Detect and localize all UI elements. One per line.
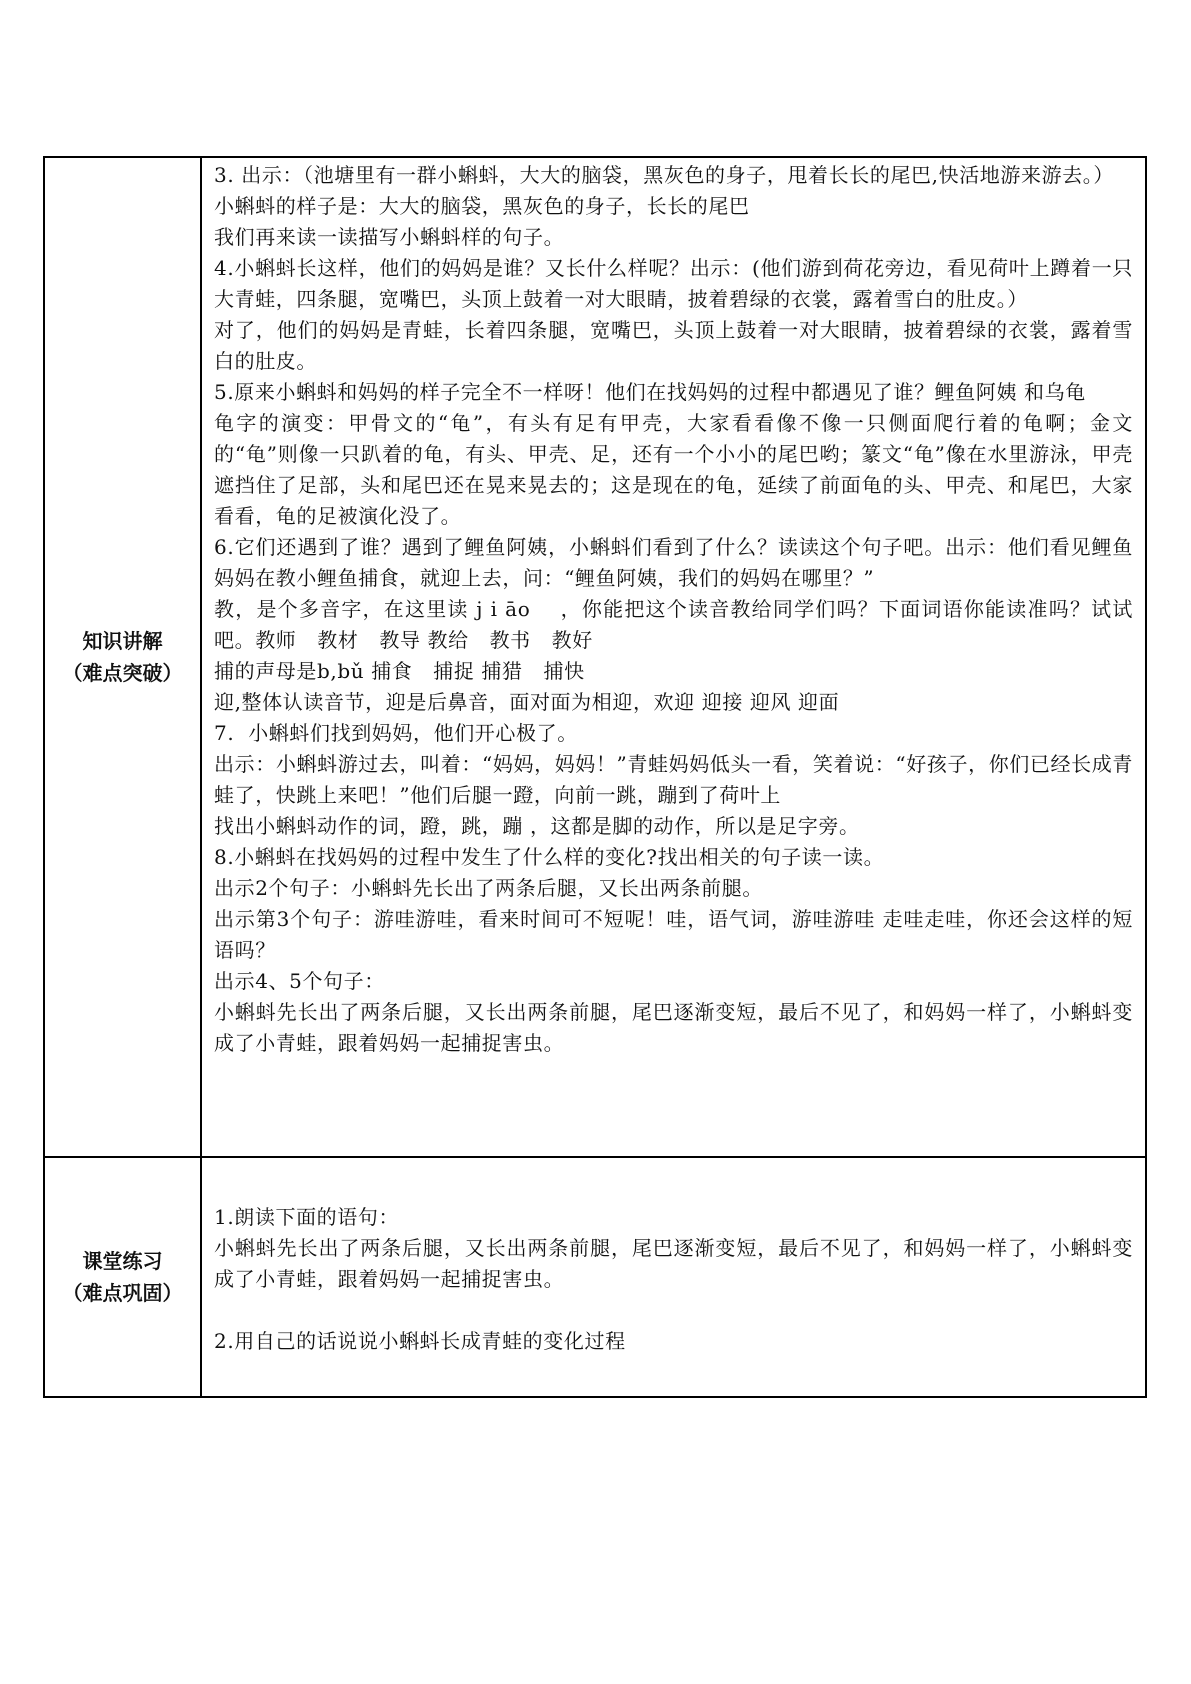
knowledge-label-title: 知识讲解: [82, 629, 163, 653]
practice-label-title: 课堂练习: [82, 1249, 163, 1273]
knowledge-paragraph: 我们再来读一读描写小蝌蚪样的句子。: [214, 225, 565, 249]
knowledge-row: [44, 157, 1146, 1157]
knowledge-paragraph: 3. 出示：（池塘里有一群小蝌蚪，大大的脑袋，黑灰色的身子，甩着长长的尾巴,快活地游来游去。）: [214, 163, 1114, 187]
practice-item-1-text: 小蝌蚪先长出了两条后腿，又长出两条前腿，尾巴逐渐变短，最后不见了，和妈妈一样了，小蝌蚪变成了小青蛙，跟着妈妈一起捕捉害虫。: [214, 1236, 1133, 1291]
knowledge-paragraph: 捕的声母是b,bǔ 捕食 捕捉 捕猎 捕快: [214, 659, 585, 683]
knowledge-content-cell: [201, 157, 1146, 1157]
knowledge-paragraph: 龟字的演变：甲骨文的“龟”，有头有足有甲壳，大家看看像不像一只侧面爬行着的龟啊；金文的“龟”则像一只趴着的龟，有头、甲壳、足，还有一个小小的尾巴哟；篆文“龟”像在水里游泳，甲壳遮挡住了足部，头和尾巴还在晃来晃去的；这是现在的龟，延续了前面龟的头、甲壳、和尾巴，大家看看，龟的足被演化没了。: [214, 411, 1133, 528]
practice-item-2-title: 2.用自己的话说说小蝌蚪长成青蛙的变化过程: [214, 1329, 626, 1353]
knowledge-paragraph: 6.它们还遇到了谁？遇到了鲤鱼阿姨，小蝌蚪们看到了什么？读读这个句子吧。出示：他们看见鲤鱼妈妈在教小鲤鱼捕食，就迎上去，问：“鲤鱼阿姨，我们的妈妈在哪里？”: [214, 535, 1133, 590]
practice-label-subtitle: （难点巩固）: [62, 1281, 183, 1305]
practice-label-cell: [44, 1157, 201, 1397]
lesson-plan-table: [43, 156, 1147, 1398]
practice-content-cell: [201, 1157, 1146, 1397]
knowledge-paragraph: 对了，他们的妈妈是青蛙，长着四条腿，宽嘴巴，头顶上鼓着一对大眼睛，披着碧绿的衣裳，露着雪白的肚皮。: [214, 318, 1133, 373]
knowledge-paragraph: 找出小蝌蚪动作的词，蹬，跳，蹦 ，这都是脚的动作，所以是足字旁。: [214, 814, 860, 838]
knowledge-label-cell: [44, 157, 201, 1157]
knowledge-paragraph: 出示：小蝌蚪游过去，叫着：“妈妈，妈妈！”青蛙妈妈低头一看，笑着说：“好孩子，你们已经长成青蛙了，快跳上来吧！”他们后腿一蹬，向前一跳，蹦到了荷叶上: [214, 752, 1133, 807]
knowledge-paragraph: 出示第3个句子：游哇游哇，看来时间可不短呢！哇，语气词，游哇游哇 走哇走哇，你还会这样的短语吗？: [214, 907, 1133, 962]
knowledge-paragraph: 小蝌蚪先长出了两条后腿，又长出两条前腿，尾巴逐渐变短，最后不见了，和妈妈一样了，小蝌蚪变成了小青蛙，跟着妈妈一起捕捉害虫。: [214, 1000, 1133, 1055]
knowledge-paragraph: 4.小蝌蚪长这样，他们的妈妈是谁？又长什么样呢？出示：(他们游到荷花旁边，看见荷叶上蹲着一只大青蛙，四条腿，宽嘴巴，头顶上鼓着一对大眼睛，披着碧绿的衣裳，露着雪白的肚皮。）: [214, 256, 1133, 311]
knowledge-paragraph: 5.原来小蝌蚪和妈妈的样子完全不一样呀！他们在找妈妈的过程中都遇见了谁？鲤鱼阿姨 和乌龟: [214, 380, 1086, 404]
knowledge-label-subtitle: （难点突破）: [62, 661, 183, 685]
practice-item-1-title: 1.朗读下面的语句：: [214, 1205, 400, 1229]
knowledge-paragraph: 小蝌蚪的样子是：大大的脑袋，黑灰色的身子，长长的尾巴: [214, 194, 750, 218]
knowledge-paragraph: 出示4、5个句子：: [214, 969, 385, 993]
practice-row: [44, 1157, 1146, 1397]
knowledge-paragraph: 出示2个句子：小蝌蚪先长出了两条后腿，又长出两条前腿。: [214, 876, 763, 900]
knowledge-paragraph: 教，是个多音字，在这里读 j i āo ，你能把这个读音教给同学们吗？下面词语你能读准吗？试试吧。教师 教材 教导 教给 教书 教好: [214, 597, 1133, 652]
knowledge-paragraph: 7. 小蝌蚪们找到妈妈，他们开心极了。: [214, 721, 578, 745]
knowledge-paragraph: 8.小蝌蚪在找妈妈的过程中发生了什么样的变化?找出相关的句子读一读。: [214, 845, 885, 869]
practice-spacer: [214, 1295, 1133, 1326]
knowledge-paragraph: 迎,整体认读音节，迎是后鼻音，面对面为相迎，欢迎 迎接 迎风 迎面: [214, 690, 840, 714]
